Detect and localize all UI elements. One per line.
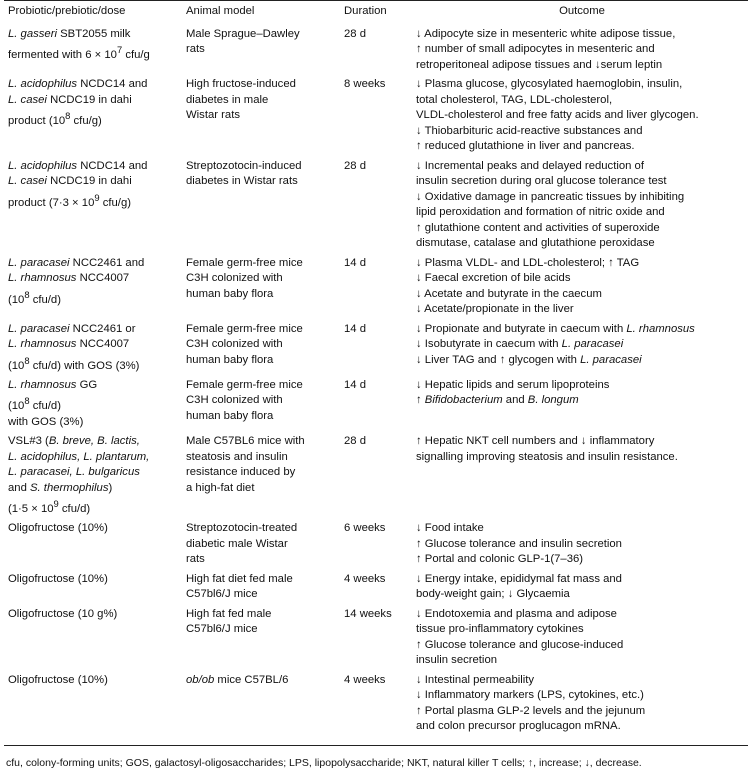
model-cell <box>182 254 340 320</box>
table-row <box>4 570 748 605</box>
outcome-item <box>416 378 748 394</box>
table-row <box>4 605 748 671</box>
outcome-cell <box>412 671 748 745</box>
model-cell <box>182 157 340 254</box>
model-cell-line: Wistar rats <box>186 109 240 121</box>
model-cell <box>182 605 340 671</box>
outcome-line: ↓ Oxidative damage in pancreatic tissues by inhibiting <box>416 190 685 203</box>
outcome-cell <box>412 157 748 254</box>
outcome-line: ↑ Portal plasma GLP-2 levels and the jejunum <box>416 704 646 717</box>
agent-cell <box>4 320 182 376</box>
outcome-line: ↑ number of small adipocytes in mesenteric and <box>416 43 655 55</box>
outcome-item <box>416 287 748 303</box>
header-duration: Duration <box>344 5 387 17</box>
outcome-line: ↓ Plasma glucose, glycosylated haemoglobin, insulin, <box>416 78 683 90</box>
model-cell-line: High fat diet fed male <box>186 572 293 585</box>
model-cell <box>182 432 340 519</box>
model-cell-line: C57bl6/J mice <box>186 623 258 636</box>
outcome-item <box>416 434 748 465</box>
model-cell-line: rats <box>186 43 205 55</box>
outcome-item <box>416 572 748 603</box>
model-cell-line: steatosis and insulin <box>186 450 288 463</box>
model-cell-line: human baby flora <box>186 409 274 422</box>
outcome-line: ↓ Liver TAG and ↑ glycogen with L. paracasei <box>416 353 642 366</box>
table-row <box>4 671 748 745</box>
outcome-line: ↓ Propionate and butyrate in caecum with L. rhamnosus <box>416 322 695 335</box>
model-cell <box>182 376 340 432</box>
duration-cell: 8 weeks <box>344 78 386 90</box>
duration-cell: 14 weeks <box>344 607 392 620</box>
agent-cell <box>4 605 182 671</box>
agent-cell-line: L. rhamnosus GG <box>8 378 98 391</box>
outcome-line: ↓ Intestinal permeability <box>416 673 535 686</box>
table-row <box>4 519 748 570</box>
outcome-item <box>416 688 748 704</box>
table-row <box>4 320 748 376</box>
model-cell-line: High fat fed male <box>186 607 272 620</box>
agent-cell-line: ($10^8$ cfu/d) with GOS (3%) <box>8 354 140 372</box>
agent-cell-line: Oligofructose (10 g%) <box>8 607 118 620</box>
model-cell-line: human baby flora <box>186 287 274 300</box>
outcome-cell <box>412 254 748 320</box>
agent-cell <box>4 671 182 745</box>
duration-cell: 4 weeks <box>344 673 386 686</box>
outcome-line: ↓ Incremental peaks and delayed reduction of <box>416 159 644 172</box>
outcome-item <box>416 77 748 124</box>
model-cell <box>182 570 340 605</box>
model-cell-line: Female germ-free mice <box>186 378 303 391</box>
outcome-line: ↓ Thiobarbituric acid-reactive substances and <box>416 124 643 137</box>
outcome-cell <box>412 432 748 519</box>
agent-cell-line: with GOS (3%) <box>8 415 84 428</box>
duration-cell: 14 d <box>344 378 366 391</box>
header-agent: Probiotic/prebiotic/dose <box>8 5 126 17</box>
outcome-line: ↑ Portal and colonic GLP-1(7–36) <box>416 553 584 566</box>
outcome-line: ↓ Acetate and butyrate in the caecum <box>416 287 602 300</box>
agent-cell-line: L. acidophilus NCDC14 and <box>8 78 148 90</box>
outcome-line: ↑ Hepatic NKT cell numbers and ↓ inflammatory <box>416 435 655 448</box>
outcome-cell <box>412 75 748 157</box>
duration-cell: 4 weeks <box>344 572 386 585</box>
model-cell-line: High fructose-induced <box>186 78 296 90</box>
model-cell-line: Female germ-free mice <box>186 322 303 335</box>
outcome-item <box>416 124 748 155</box>
table-container <box>4 0 748 771</box>
model-cell-line: a high-fat diet <box>186 481 255 494</box>
model-cell <box>182 519 340 570</box>
duration-cell: 14 d <box>344 322 366 335</box>
outcome-line: ↓ Hepatic lipids and serum lipoproteins <box>416 378 610 391</box>
outcome-item <box>416 302 748 318</box>
agent-cell-line: ($1\cdot 5 \times 10^9$ cfu/d) <box>8 498 91 515</box>
agent-cell <box>4 157 182 254</box>
data-table <box>4 1 748 745</box>
agent-cell <box>4 376 182 432</box>
outcome-line: ↑ glutathione content and activities of superoxide <box>416 221 660 234</box>
outcome-item <box>416 552 748 568</box>
outcome-line: tissue pro-inflammatory cytokines <box>416 623 584 636</box>
agent-cell-line: L. paracasei NCC2461 or <box>8 322 136 335</box>
outcome-line: ↓ Adipocyte size in mesenteric white adipose tissue, <box>416 27 676 40</box>
header-model: Animal model <box>186 5 255 17</box>
outcome-line: VLDL-cholesterol and free fatty acids and liver glycogen. <box>416 109 699 121</box>
outcome-item <box>416 322 748 338</box>
outcome-cell <box>412 23 748 76</box>
model-cell-line: C3H colonized with <box>186 272 283 284</box>
table-body <box>4 23 748 745</box>
outcome-line: and colon precursor proglucagon mRNA. <box>416 720 621 733</box>
outcome-line: dismutase, catalase and glutathione peroxidase <box>416 237 655 249</box>
model-cell-line: C57bl6/J mice <box>186 588 258 601</box>
outcome-line: insulin secretion <box>416 654 498 667</box>
table-header <box>4 1 748 23</box>
model-cell-line: Streptozotocin-treated <box>186 522 298 535</box>
outcome-cell <box>412 605 748 671</box>
outcome-line: ↑ Bifidobacterium and B. longum <box>416 394 579 407</box>
agent-cell-line: ($10^8$ cfu/d) <box>8 395 61 413</box>
outcome-item <box>416 704 748 735</box>
agent-cell-line: Oligofructose (10%) <box>8 572 108 585</box>
agent-cell-line: product ($10^8$ cfu/g) <box>8 110 102 127</box>
outcome-item <box>416 537 748 553</box>
outcome-line: ↓ Faecal excretion of bile acids <box>416 272 571 284</box>
agent-cell <box>4 23 182 76</box>
outcome-item <box>416 190 748 252</box>
outcome-item <box>416 638 748 669</box>
model-cell-line: Streptozotocin-induced <box>186 159 302 172</box>
model-cell-line: diabetic male Wistar <box>186 537 288 550</box>
agent-cell-line: fermented with $6 \times 10^7$ cfu/g <box>8 44 150 61</box>
agent-cell-line: ($10^8$ cfu/d) <box>8 288 61 306</box>
agent-cell-line: VSL#3 (B. breve, B. lactis, <box>8 435 140 448</box>
outcome-item <box>416 256 748 272</box>
outcome-line: total cholesterol, TAG, LDL-cholesterol, <box>416 93 613 106</box>
agent-cell-line: L. rhamnosus NCC4007 <box>8 272 130 284</box>
model-cell-line: diabetes in male <box>186 93 269 106</box>
outcome-line: signalling improving steatosis and insulin resistance. <box>416 450 678 463</box>
duration-cell: 28 d <box>344 159 366 172</box>
table-row <box>4 23 748 76</box>
model-cell <box>182 320 340 376</box>
duration-cell: 6 weeks <box>344 522 386 535</box>
model-cell <box>182 75 340 157</box>
outcome-item <box>416 271 748 287</box>
model-cell-line: C3H colonized with <box>186 394 283 407</box>
outcome-item <box>416 673 748 689</box>
outcome-line: ↓ Energy intake, epididymal fat mass and <box>416 572 622 585</box>
agent-cell <box>4 75 182 157</box>
model-cell-line: human baby flora <box>186 353 274 366</box>
model-cell-line: C3H colonized with <box>186 338 283 350</box>
agent-cell-line: Oligofructose (10%) <box>8 673 108 686</box>
agent-cell-line: product ($7\cdot 3 \times 10^9$ cfu/g) <box>8 191 131 209</box>
outcome-item <box>416 393 748 409</box>
outcome-cell <box>412 570 748 605</box>
header-outcome: Outcome <box>559 5 605 17</box>
model-cell <box>182 671 340 745</box>
outcome-item <box>416 521 748 537</box>
model-cell <box>182 23 340 76</box>
agent-cell-line: L. casei NCDC19 in dahi <box>8 93 132 106</box>
outcome-item <box>416 159 748 190</box>
footnote: cfu, colony-forming units; GOS, galactosyl-oligosaccharides; LPS, lipopolysaccharide; NKT, natural killer T cells; ↑, increase; ↓, decrease. <box>6 756 642 769</box>
table-row <box>4 254 748 320</box>
agent-cell <box>4 519 182 570</box>
outcome-line: body-weight gain; ↓ Glycaemia <box>416 588 570 601</box>
outcome-item <box>416 27 748 74</box>
model-cell-line: ob/ob mice C57BL/6 <box>186 673 289 686</box>
agent-cell <box>4 432 182 519</box>
agent-cell-line: L. paracasei NCC2461 and <box>8 256 145 269</box>
outcome-line: ↓ Isobutyrate in caecum with L. paracasei <box>416 338 624 350</box>
outcome-line: ↓ Food intake <box>416 522 484 535</box>
outcome-line: insulin secretion during oral glucose tolerance test <box>416 175 667 187</box>
agent-cell-line: L. gasseri SBT2055 milk <box>8 27 131 40</box>
table-row <box>4 157 748 254</box>
agent-cell-line: and S. thermophilus) <box>8 481 113 494</box>
outcome-line: ↓ Acetate/propionate in the liver <box>416 303 574 315</box>
outcome-item <box>416 353 748 369</box>
outcome-line: ↓ Inflammatory markers (LPS, cytokines, etc.) <box>416 689 644 702</box>
outcome-item <box>416 337 748 353</box>
outcome-line: ↑ Glucose tolerance and insulin secretion <box>416 537 622 550</box>
model-cell-line: Male Sprague–Dawley <box>186 27 300 40</box>
agent-cell-line: L. acidophilus NCDC14 and <box>8 159 148 172</box>
model-cell-line: resistance induced by <box>186 466 296 479</box>
table-row <box>4 75 748 157</box>
outcome-line: ↑ Glucose tolerance and glucose-induced <box>416 638 624 651</box>
agent-cell-line: L. rhamnosus NCC4007 <box>8 338 130 350</box>
outcome-line: lipid peroxidation and formation of nitric oxide and <box>416 206 665 218</box>
outcome-line: ↓ Plasma VLDL- and LDL-cholesterol; ↑ TAG <box>416 256 640 269</box>
outcome-cell <box>412 519 748 570</box>
agent-cell-line: L. casei NCDC19 in dahi <box>8 175 132 187</box>
agent-cell <box>4 570 182 605</box>
agent-cell-line: Oligofructose (10%) <box>8 522 108 535</box>
outcome-item <box>416 607 748 638</box>
model-cell-line: Female germ-free mice <box>186 256 303 269</box>
outcome-cell <box>412 320 748 376</box>
duration-cell: 28 d <box>344 435 366 448</box>
outcome-line: ↑ reduced glutathione in liver and pancreas. <box>416 140 635 152</box>
duration-cell: 28 d <box>344 27 366 40</box>
bottom-rule <box>4 745 748 746</box>
table-row <box>4 376 748 432</box>
model-cell-line: Male C57BL6 mice with <box>186 435 305 448</box>
outcome-line: retroperitoneal adipose tissues and ↓serum leptin <box>416 58 663 71</box>
agent-cell-line: L. paracasei, L. bulgaricus <box>8 466 140 479</box>
agent-cell-line: L. acidophilus, L. plantarum, <box>8 450 150 463</box>
model-cell-line: diabetes in Wistar rats <box>186 175 298 187</box>
outcome-line: ↓ Endotoxemia and plasma and adipose <box>416 607 617 620</box>
outcome-cell <box>412 376 748 432</box>
agent-cell <box>4 254 182 320</box>
table-row <box>4 432 748 519</box>
duration-cell: 14 d <box>344 256 366 269</box>
model-cell-line: rats <box>186 553 205 566</box>
